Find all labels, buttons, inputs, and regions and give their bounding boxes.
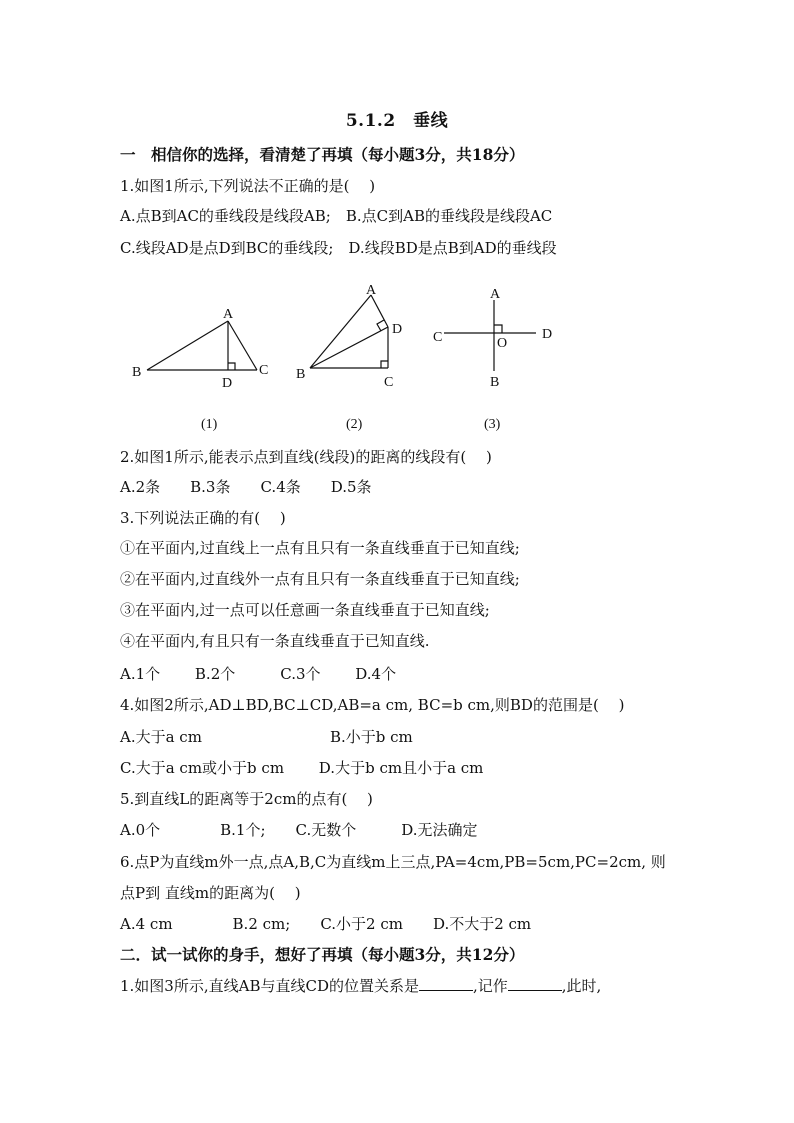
fig1-right-angle [228, 363, 235, 370]
question-3: 3.下列说法正确的有( ) [120, 509, 286, 527]
question-4-options-cd: C.大于a cm或小于b cm D.大于b cm且小于a cm [120, 759, 484, 777]
fig2-line-bd [310, 327, 388, 368]
question-2: 2.如图1所示,能表示点到直线(线段)的距离的线段有( ) [120, 448, 492, 466]
fig3-caption: (3) [484, 417, 501, 432]
fig3-label-c: C [433, 330, 443, 345]
fig2-label-c: C [384, 375, 394, 390]
section-1-heading: 一 相信你的选择，看清楚了再填（每小题3分，共18分） [120, 145, 525, 164]
fig2-line-ba [310, 295, 371, 368]
question-1-options-cd: C.线段AD是点D到BC的垂线段; D.线段BD是点B到AD的垂线段 [120, 239, 557, 257]
s2q1-text-a: 1.如图3所示,直线AB与直线CD的位置关系是 [120, 977, 419, 995]
geometry-figures [120, 278, 680, 438]
fig3-label-o: O [497, 336, 508, 351]
figure-3 [444, 300, 536, 371]
fig1-label-d: D [222, 376, 233, 391]
question-3-statement-2: ②在平面内,过直线外一点有且只有一条直线垂直于已知直线; [120, 570, 520, 588]
question-6-line-1: 6.点P为直线m外一点,点A,B,C为直线m上三点,PA=4cm,PB=5cm,PC=2cm, 则 [120, 853, 666, 871]
fig1-label-a: A [223, 307, 234, 322]
question-6-options: A.4 cm B.2 cm; C.小于2 cm D.不大于2 cm [120, 915, 532, 933]
s2q1-text-c: ,此时, [561, 977, 602, 995]
s2q1-blank-notation[interactable] [508, 976, 562, 991]
fig2-label-d: D [392, 322, 403, 337]
question-1: 1.如图1所示,下列说法不正确的是( ) [120, 177, 376, 195]
s2q1-text-b: ,记作 [472, 977, 508, 995]
fig2-right-angle-c [381, 361, 388, 368]
s2q1-blank-relation[interactable] [419, 976, 473, 991]
question-4-option-a: A.大于a cm [120, 728, 202, 746]
question-2-options: A.2条 B.3条 C.4条 D.5条 [120, 478, 372, 496]
figure-2 [310, 295, 388, 368]
fig3-label-b: B [490, 375, 500, 390]
fig1-line-ba [147, 321, 228, 370]
fig1-label-c: C [259, 363, 269, 378]
figure-1 [147, 321, 257, 370]
question-4-option-b: B.小于b cm [330, 728, 413, 746]
question-3-options: A.1个 B.2个 C.3个 D.4个 [120, 665, 397, 683]
question-3-statement-4: ④在平面内,有且只有一条直线垂直于已知直线. [120, 632, 430, 650]
question-1-options-ab: A.点B到AC的垂线段是线段AB; B.点C到AB的垂线段是线段AC [120, 207, 553, 225]
section-2-heading: 二．试一试你的身手，想好了再填（每小题3分，共12分） [120, 945, 525, 964]
fig2-label-b: B [296, 367, 306, 382]
figures-row [120, 278, 680, 438]
question-3-statement-3: ③在平面内,过一点可以任意画一条直线垂直于已知直线; [120, 601, 490, 619]
question-6-line-2: 点P到 直线m的距离为( ) [120, 884, 301, 902]
question-3-statement-1: ①在平面内,过直线上一点有且只有一条直线垂直于已知直线; [120, 539, 520, 557]
section-2-question-1 [120, 976, 601, 996]
question-4: 4.如图2所示,AD⊥BD,BC⊥CD,AB=a cm, BC=b cm,则BD的范围是( ) [120, 696, 625, 714]
fig2-label-a: A [366, 283, 377, 298]
question-5: 5.到直线L的距离等于2cm的点有( ) [120, 790, 373, 808]
fig1-label-b: B [132, 365, 142, 380]
fig1-caption: (1) [201, 417, 218, 432]
fig3-label-d: D [542, 327, 553, 342]
fig3-label-a: A [490, 287, 501, 302]
fig3-right-angle [494, 325, 502, 333]
question-5-options: A.0个 B.1个; C.无数个 D.无法确定 [120, 821, 478, 839]
fig2-caption: (2) [346, 417, 363, 432]
page-title: 5.1.2 垂线 [345, 111, 449, 131]
